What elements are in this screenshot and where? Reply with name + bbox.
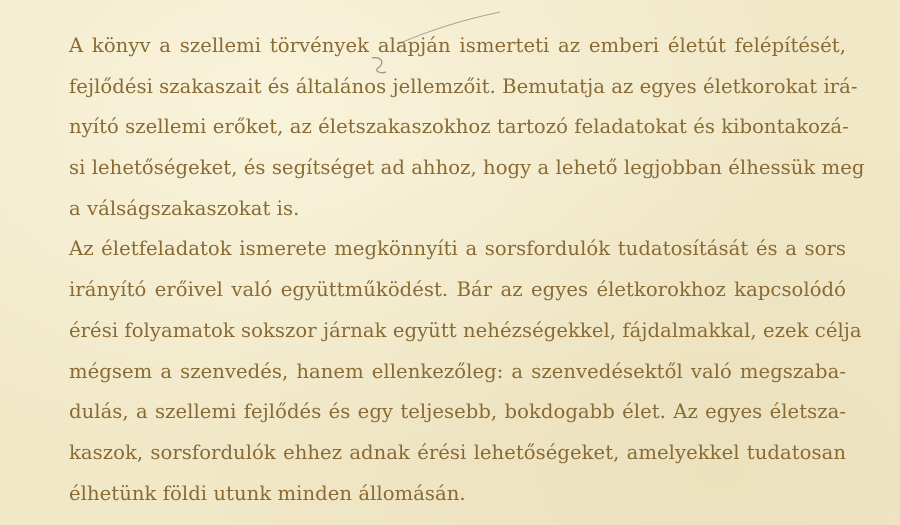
text-line: irányító erőivel való együttműködést. Bár az egyes életkorokhoz kapcsolódó [69, 278, 846, 302]
text-line: fejlődési szakaszait és általános jellemzőit. Bemutatja az egyes életkorokat irá- [69, 74, 858, 98]
text-line: élhetünk földi utunk minden állomásán. [69, 481, 466, 505]
text-line: dulás, a szellemi fejlődés és egy teljesebb, bokdogabb élet. Az egyes életsza- [69, 400, 846, 424]
text-line: nyító szellemi erőket, az életszakaszokhoz tartozó feladatokat és kibontakozá- [69, 115, 849, 139]
text-line: a válságszakaszokat is. [69, 196, 300, 220]
text-line: Az életfeladatok ismerete megkönnyíti a sorsfordulók tudatosítását és a sors [69, 237, 846, 261]
text-line: mégsem a szenvedés, hanem ellenkezőleg: a szenvedésektől való megszaba- [69, 359, 846, 383]
text-line: si lehetőségeket, és segítséget ad ahhoz, hogy a lehető legjobban élhessük meg [69, 156, 865, 180]
text-line: kaszok, sorsfordulók ehhez adnak érési lehetőségeket, amelyekkel tudatosan [69, 440, 846, 464]
text-line: A könyv a szellemi törvények alapján ismerteti az emberi életút felépítését, [69, 34, 846, 57]
blurb-text [69, 26, 865, 514]
text-line: érési folyamatok sokszor járnak együtt nehézségekkel, fájdalmakkal, ezek célja [69, 318, 862, 342]
